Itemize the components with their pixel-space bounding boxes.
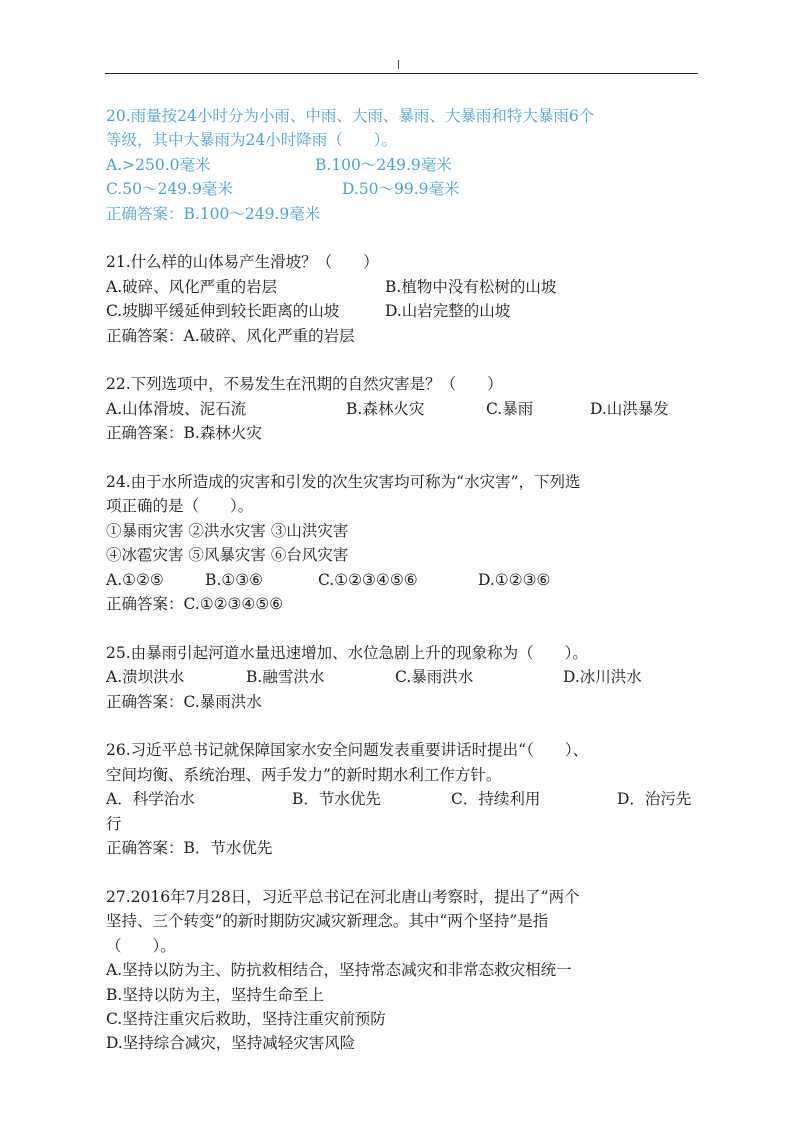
question-25 bbox=[106, 641, 702, 714]
question-24-stem-1: 24.由于水所造成的灾害和引发的次生灾害均可称为“水灾害”，下列选 bbox=[106, 473, 581, 492]
question-25-options bbox=[106, 665, 702, 689]
question-22-option-c: C.暴雨 bbox=[486, 399, 534, 418]
question-22-option-a: A.山体滑坡、泥石流 bbox=[106, 399, 247, 418]
question-20-option-d: D.50～99.9毫米 bbox=[342, 180, 460, 199]
question-21-options-row-1 bbox=[106, 275, 702, 299]
question-20-option-c: C.50～249.9毫米 bbox=[106, 180, 233, 199]
question-24-option-b: B.①③⑥ bbox=[205, 570, 264, 589]
question-27-option-d: D.坚持综合减灾，坚持减轻灾害风险 bbox=[106, 1034, 356, 1053]
question-25-option-b: B.融雪洪水 bbox=[246, 668, 325, 687]
question-24-option-c: C.①②③④⑤⑥ bbox=[318, 570, 418, 589]
question-26-stem-1: 26.习近平总书记就保障国家水安全问题发表重要讲话时提出“（ ）、 bbox=[106, 741, 589, 760]
question-22-option-b: B.森林火灾 bbox=[346, 399, 425, 418]
question-24 bbox=[106, 470, 702, 616]
question-22-stem-1: 22.下列选项中，不易发生在汛期的自然灾害是？（ ） bbox=[106, 375, 503, 394]
question-21-answer: 正确答案：A.破碎、风化严重的岩层 bbox=[106, 326, 355, 345]
question-27-stem-2: 坚持、三个转变”的新时期防灾减灾新理念。其中“两个坚持”是指 bbox=[106, 912, 549, 931]
question-21-option-a: A.破碎、风化严重的岩层 bbox=[106, 277, 278, 296]
question-20-answer: 正确答案：B.100～249.9毫米 bbox=[106, 204, 321, 223]
header-rule bbox=[105, 73, 698, 74]
question-24-items-1: ①暴雨灾害 ②洪水灾害 ③山洪灾害 bbox=[106, 521, 349, 540]
header-mark bbox=[398, 60, 399, 69]
question-21-options-row-2 bbox=[106, 299, 702, 323]
question-22-options bbox=[106, 397, 702, 421]
question-26-option-d: D．治污先 bbox=[617, 790, 692, 809]
question-20-option-a: A.>250.0毫米 bbox=[106, 155, 211, 174]
question-21-stem-1: 21.什么样的山体易产生滑坡？（ ） bbox=[106, 253, 379, 272]
question-26-stem-2: 空间均衡、系统治理、两手发力”的新时期水利工作方针。 bbox=[106, 765, 502, 784]
question-25-option-c: C.暴雨洪水 bbox=[395, 668, 474, 687]
question-26-option-d-wrap: 行 bbox=[106, 814, 122, 833]
question-22-answer: 正确答案：B.森林火灾 bbox=[106, 424, 262, 443]
question-27-option-c: C.坚持注重灾后救助，坚持注重灾前预防 bbox=[106, 1009, 386, 1028]
question-25-stem-1: 25.由暴雨引起河道水量迅速增加、水位急剧上升的现象称为（ ）。 bbox=[106, 643, 588, 662]
question-21-option-d: D.山岩完整的山坡 bbox=[385, 302, 511, 321]
question-27-option-b: B.坚持以防为主，坚持生命至上 bbox=[106, 985, 324, 1004]
question-26 bbox=[106, 738, 702, 860]
question-20-stem-2: 等级，其中大暴雨为24小时降雨（ ）。 bbox=[106, 131, 397, 150]
question-24-stem-2: 项正确的是（ ）。 bbox=[106, 497, 254, 516]
question-20-options-row-2 bbox=[106, 177, 702, 201]
question-26-option-b: B．节水优先 bbox=[292, 790, 381, 809]
question-20-options-row-1 bbox=[106, 153, 702, 177]
question-list bbox=[106, 104, 702, 1080]
question-25-option-d: D.冰川洪水 bbox=[563, 668, 642, 687]
question-22 bbox=[106, 372, 702, 445]
question-20 bbox=[106, 104, 702, 226]
question-26-options bbox=[106, 787, 702, 811]
question-25-option-a: A.溃坝洪水 bbox=[106, 668, 185, 687]
question-24-items-2: ④冰雹灾害 ⑤风暴灾害 ⑥台风灾害 bbox=[106, 546, 349, 565]
question-20-option-b: B.100～249.9毫米 bbox=[315, 155, 452, 174]
question-24-options bbox=[106, 568, 702, 592]
question-24-option-a: A.①②⑤ bbox=[106, 570, 164, 589]
question-21-option-c: C.坡脚平缓延伸到较长距离的山坡 bbox=[106, 302, 340, 321]
question-25-answer: 正确答案：C.暴雨洪水 bbox=[106, 692, 262, 711]
question-27-stem-1: 27.2016年7月28日，习近平总书记在河北唐山考察时，提出了“两个 bbox=[106, 887, 580, 906]
question-22-option-d: D.山洪暴发 bbox=[590, 399, 669, 418]
question-20-stem-1: 20.雨量按24小时分为小雨、中雨、大雨、暴雨、大暴雨和特大暴雨6个 bbox=[106, 107, 595, 125]
question-27 bbox=[106, 885, 702, 1056]
question-24-answer: 正确答案：C.①②③④⑤⑥ bbox=[106, 595, 284, 614]
question-26-answer: 正确答案：B．节水优先 bbox=[106, 839, 273, 858]
question-21 bbox=[106, 250, 702, 348]
question-27-stem-3: （ ）。 bbox=[106, 936, 176, 955]
question-24-option-d: D.①②③⑥ bbox=[478, 570, 551, 589]
question-21-option-b: B.植物中没有松树的山坡 bbox=[385, 277, 557, 296]
question-26-option-a: A．科学治水 bbox=[106, 790, 195, 809]
question-26-option-c: C．持续利用 bbox=[451, 790, 541, 809]
question-27-option-a: A.坚持以防为主、防抗救相结合，坚持常态减灾和非常态救灾相统一 bbox=[106, 961, 572, 980]
